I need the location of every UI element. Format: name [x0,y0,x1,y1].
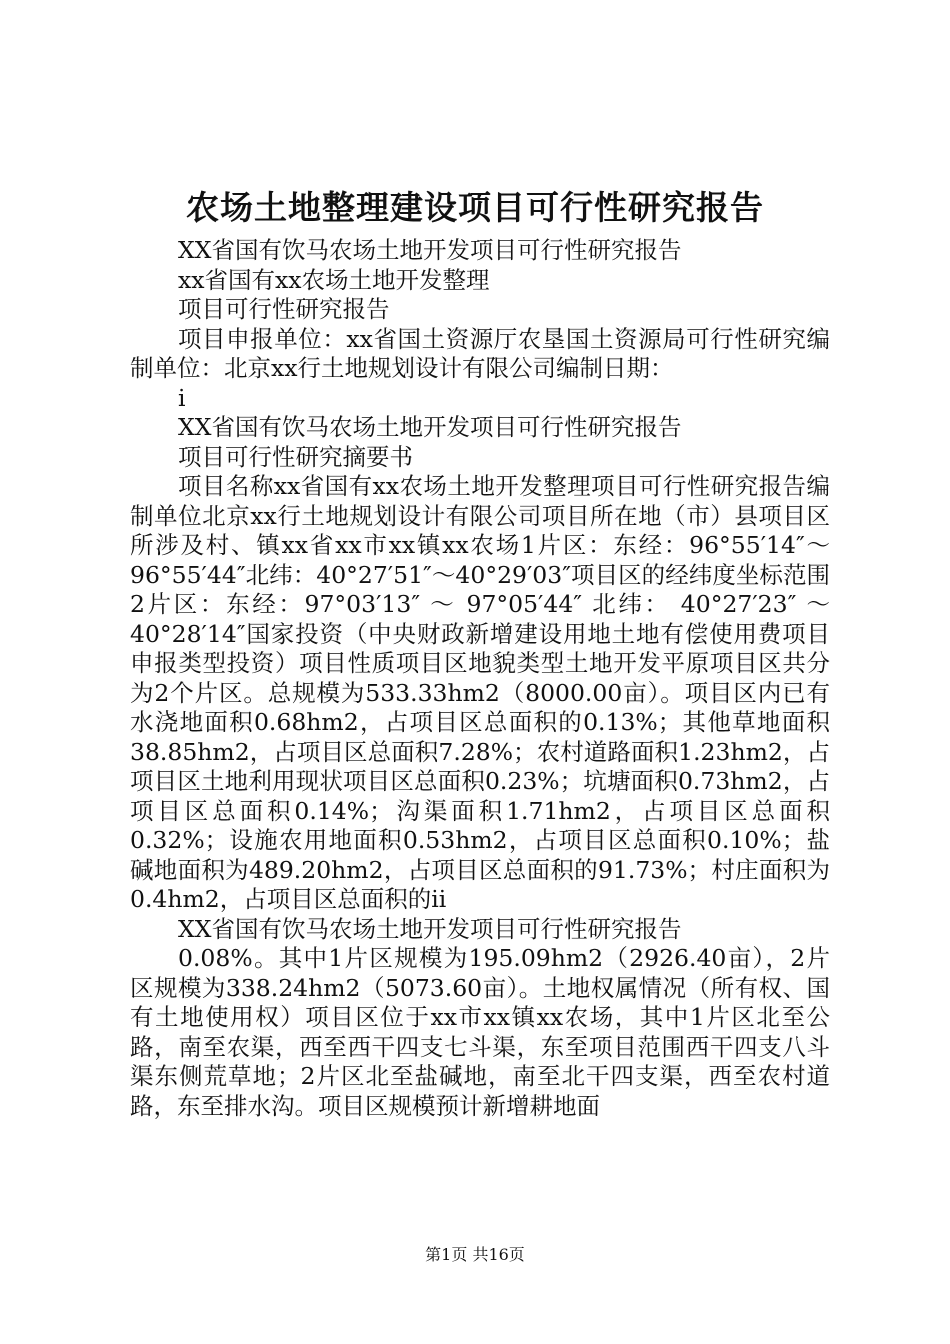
paragraph: XX省国有饮马农场土地开发项目可行性研究报告 [178,236,682,264]
document-title: 农场土地整理建设项目可行性研究报告 [186,188,764,227]
paragraph: 项目可行性研究摘要书 [178,442,413,471]
paragraph: XX省国有饮马农场土地开发项目可行性研究报告 [178,914,682,943]
paragraph: 0.08%。其中1片区规模为195.09hm2（2926.40亩），2片区规模为338.24hm2（5073.60亩）。土地权属情况（所有权、国有土地使用权）项目区位于xx市xx镇xx农场，其中1片区北至公路，南至农渠，西至西干四支七斗渠，东至项目范围西干四支八斗渠东侧荒草地；2片区北至盐碱地，南至北干四支渠，西至农村道路，东至排水沟。项目区规模预计新增耕地面 [130,944,830,1120]
page-footer: 第1页 共16页 [425,1245,525,1264]
paragraph: 项目可行性研究报告 [178,295,390,323]
paragraph: 项目申报单位：xx省国土资源厅农垦国土资源局可行性研究编制单位：北京xx行土地规划设计有限公司编制日期： [130,324,830,382]
paragraph: i [178,383,186,412]
paragraph: 项目名称xx省国有xx农场土地开发整理项目可行性研究报告编制单位北京xx行土地规划设计有限公司项目所在地（市）县项目区所涉及村、镇xx省xx市xx镇xx农场1片区：东经：96°55′14″～96°55′44″北纬：40°27′51″～40°29′03″项目区的经纬度坐标范围2片区：东经：97°03′13″ ～ 97°05′44″ 北纬： 40°27′23″ ～40°28′14″国家投资（中央财政新增建设用地土地有偿使用费项目申报类型投资）项目性质项目区地貌类型土地开发平原项目区共分为2个片区。总规模为533.33hm2（8000.00亩）。项目区内已有水浇地面积0.68hm2，占项目区总面积的0.13%；其他草地面积38.85hm2，占项目区总面积7.28%；农村道路面积1.23hm2，占项目区土地利用现状项目区总面积0.23%；坑塘面积0.73hm2，占项目区总面积0.14%；沟渠面积1.71hm2，占项目区总面积0.32%；设施农用地面积0.53hm2，占项目区总面积0.10%；盐碱地面积为489.20hm2，占项目区总面积的91.73%；村庄面积为0.4hm2，占项目区总面积的ii [130,472,830,913]
paragraph: xx省国有xx农场土地开发整理 [178,265,490,294]
paragraph: XX省国有饮马农场土地开发项目可行性研究报告 [178,413,682,441]
document-body [130,236,830,1121]
